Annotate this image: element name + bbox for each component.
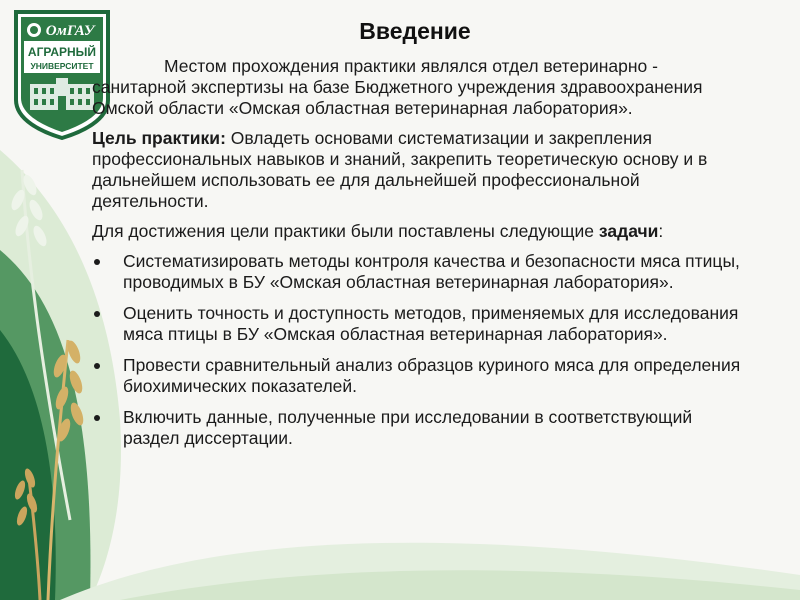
slide-title: Введение (359, 18, 471, 44)
logo-line2: УНИВЕРСИТЕТ (30, 61, 94, 71)
slide-body (92, 56, 752, 459)
task-text: Систематизировать методы контроля качества и безопасности мяса птицы, проводимых в БУ «Омская областная ветеринарная лаборатория». (123, 251, 740, 292)
tasks-colon: : (658, 221, 664, 241)
list-item (92, 355, 752, 397)
tasks-word: задачи (598, 221, 659, 241)
logo-line1: АГРАРНЫЙ (27, 45, 97, 59)
tasks-lead-paragraph (92, 221, 752, 242)
tasks-list (92, 251, 752, 449)
logo-top-text: ОмГАУ (45, 23, 95, 39)
task-text: Оценить точность и доступность методов, применяемых для исследования мяса птицы в БУ «Омская областная ветеринарная лаборатория». (123, 303, 739, 344)
goal-paragraph (92, 128, 752, 212)
task-text: Включить данные, полученные при исследовании в соответствующий раздел диссертации. (123, 407, 693, 448)
bullet-icon (94, 259, 100, 265)
bullet-icon (94, 415, 100, 421)
task-text: Провести сравнительный анализ образцов куриного мяса для определения биохимических показателей. (123, 355, 741, 396)
list-item (92, 251, 752, 293)
goal-colon: : (220, 128, 226, 148)
goal-text: Овладеть основами систематизации и закрепления профессиональных навыков и знаний, закрепить теоретическую основу и в дальнейшем использовать ее для дальнейшей профессиональной деятельности. (92, 128, 708, 211)
list-item (92, 407, 752, 449)
list-item (92, 303, 752, 345)
intro-paragraph: Местом прохождения практики являлся отдел ветеринарно - санитарной экспертизы на базе Бюджетного учреждения здравоохранения Омской области «Омская областная ветеринарная лаборатория». (92, 56, 703, 118)
goal-label: Цель практики (92, 128, 221, 148)
tasks-lead: Для достижения цели практики были поставлены следующие (92, 221, 599, 241)
bullet-icon (94, 363, 100, 369)
bullet-icon (94, 311, 100, 317)
